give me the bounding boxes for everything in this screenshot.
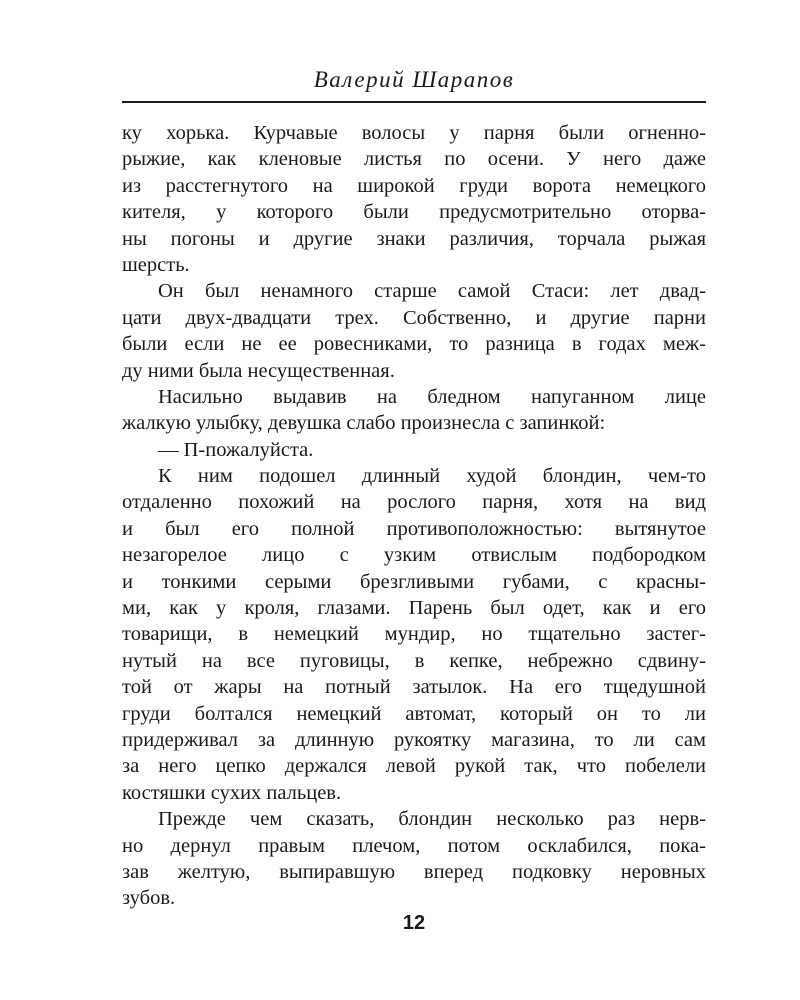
page-body (122, 120, 706, 912)
text-line: Прежде чем сказать, блондин несколько раз нерв- (158, 808, 706, 831)
text-line: ми, как у кроля, глазами. Парень был одет, как и его (122, 597, 706, 620)
text-line: зубов. (122, 887, 176, 910)
text-line: ны погоны и другие знаки различия, торчала рыжая (122, 227, 706, 250)
dialogue-line (122, 437, 706, 463)
text-line: цати двух-двадцати трех. Собственно, и другие парни (122, 306, 706, 329)
text-line: нутый на все пуговицы, в кепке, небрежно сдвину- (122, 649, 706, 672)
text-line: и тонкими серыми брезгливыми губами, с красны- (122, 570, 706, 593)
text-line: из расстегнутого на широкой груди ворота немецкого (122, 174, 706, 197)
text-line: незагорелое лицо с узким отвислым подбородком (122, 544, 706, 567)
text-line: ду ними была несущественная. (122, 359, 395, 382)
paragraph (122, 278, 706, 384)
page-number: 12 (402, 912, 426, 934)
text-line: шерсть. (122, 253, 190, 276)
text-line: и был его полной противоположностью: вытянутое (122, 517, 706, 540)
text-line: жалкую улыбку, девушка слабо произнесла с запинкой: (122, 412, 606, 435)
text-line: были если не ее ровесниками, то разница в годах меж- (122, 333, 706, 356)
text-line: К ним подошел длинный худой блондин, чем-то (158, 465, 706, 488)
paragraph (122, 463, 706, 806)
text-line: груди болтался немецкий автомат, который он то ли (122, 702, 706, 725)
text-line: придерживал за длинную рукоятку магазина, то ли сам (122, 728, 706, 751)
text-line: Насильно выдавив на бледном напуганном лице (158, 385, 706, 408)
text-line: — П-пожалуйста. (158, 438, 314, 461)
paragraph (122, 806, 706, 912)
text-line: отдаленно похожий на рослого парня, хотя на вид (122, 491, 706, 514)
text-line: костяшки сухих пальцев. (122, 781, 342, 804)
text-line: за него цепко держался левой рукой так, что побелели (122, 755, 706, 778)
paragraph (122, 120, 706, 278)
text-line: кителя, у которого были предусмотрительно оторва- (122, 201, 706, 224)
text-line: но дернул правым плечом, потом осклабился, пока- (122, 834, 706, 857)
text-line: зав желтую, выпиравшую вперед подковку неровных (122, 860, 706, 883)
text-line: ку хорька. Курчавые волосы у парня были огненно- (122, 122, 706, 144)
text-line: Он был ненамного старше самой Стаси: лет двад- (158, 280, 706, 303)
header-rule (122, 101, 706, 103)
text-line: той от жары на потный затылок. На его тщедушной (122, 676, 706, 699)
paragraph (122, 384, 706, 437)
text-line: рыжие, как кленовые листья по осени. У него даже (122, 148, 706, 171)
running-head-title: Валерий Шарапов (313, 67, 515, 92)
text-line: товарищи, в немецкий мундир, но тщательно застег- (122, 623, 706, 646)
